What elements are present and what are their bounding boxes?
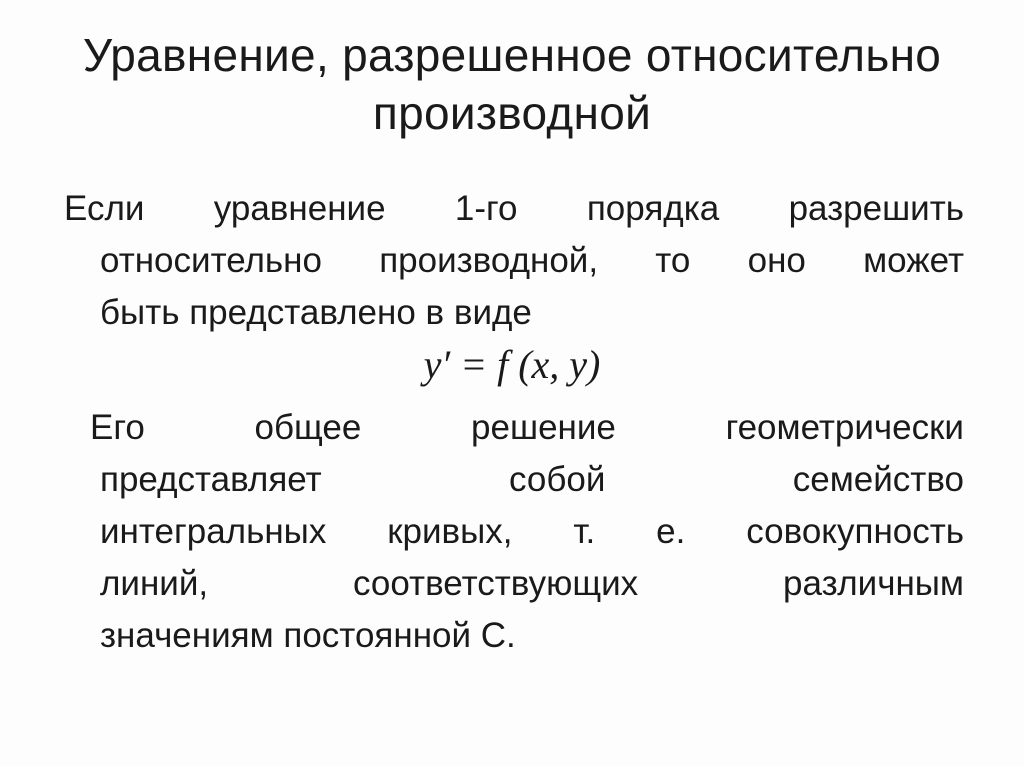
paragraph1-line-1: Если уравнение 1-го порядка разрешить [64,189,964,228]
slide-title [0,26,1024,142]
title-line-1: Уравнение, разрешенное относительно [82,29,942,81]
paragraph2-line-3: интегральных кривых, т. е. совокупность [100,512,964,551]
paragraph1-line-2: относительно производной, то оно может [100,241,964,280]
paragraph2-line-4: линий, соответствующих различным [100,564,964,603]
paragraph2-line-1: Его общее решение геометрически [90,408,964,447]
title-line-2: производной [372,87,652,139]
paragraph1-line-3: быть представлено в виде [100,293,532,332]
paragraph-geometric-meaning [90,402,964,662]
paragraph2-line-5: значениям постоянной С. [100,616,516,655]
paragraph2-line-2: представляет собой семейство [100,460,964,499]
paragraph-definition [64,183,964,339]
formula: y′ = f (x, y) [423,342,601,387]
